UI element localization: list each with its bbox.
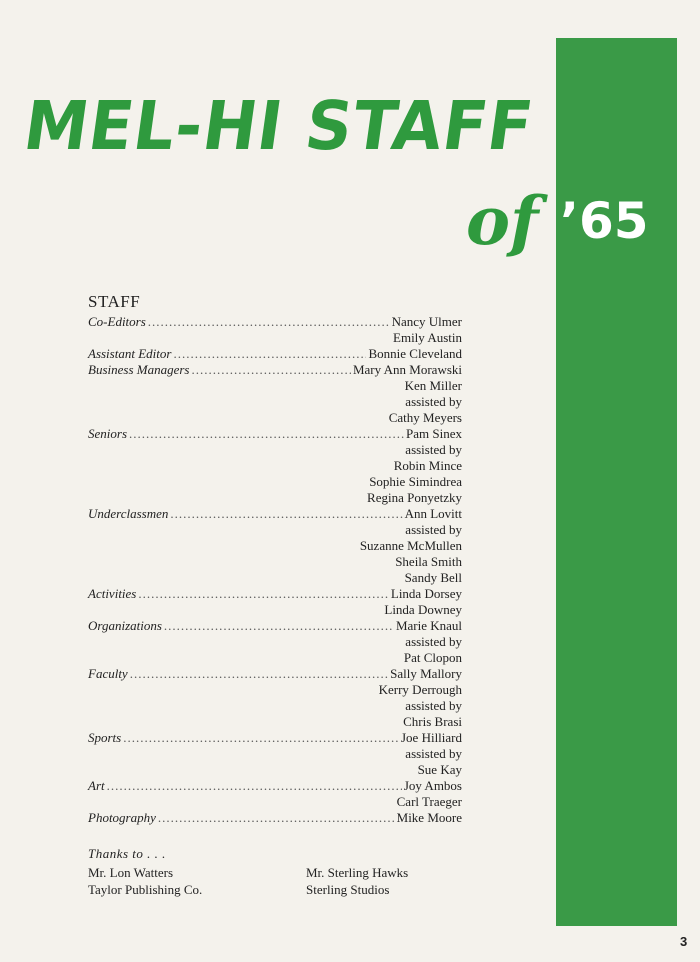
assisted-by-label: assisted by [405, 634, 462, 649]
staff-name: Carl Traeger [396, 794, 462, 809]
staff-name: Ann Lovitt [404, 506, 462, 521]
staff-entry [88, 426, 462, 506]
thanks-heading: Thanks to . . . [88, 846, 166, 861]
staff-entry [88, 618, 462, 666]
staff-role: Art [88, 778, 105, 793]
staff-name: Pat Clopon [403, 650, 462, 665]
dot-leader [158, 810, 395, 826]
thanks-right-column [306, 864, 408, 898]
staff-name: Cathy Meyers [388, 410, 462, 425]
staff-name: Nancy Ulmer [391, 314, 462, 329]
staff-entry-line [88, 618, 462, 634]
staff-entry [88, 778, 462, 810]
staff-name: Ken Miller [404, 378, 462, 393]
staff-role: Faculty [88, 666, 128, 681]
dot-leader [107, 778, 402, 794]
staff-name: Joe Hilliard [400, 730, 462, 745]
assisted-by-label: assisted by [405, 746, 462, 761]
staff-entry-line [88, 362, 462, 378]
staff-name: Sally Mallory [390, 666, 462, 681]
staff-name: Chris Brasi [403, 714, 462, 729]
staff-entry [88, 506, 462, 586]
staff-entry [88, 314, 462, 346]
assisted-by-label: assisted by [405, 442, 462, 457]
staff-name: Regina Ponyetzky [367, 490, 462, 505]
staff-entry [88, 586, 462, 618]
thanks-right-1: Mr. Sterling Hawks [306, 865, 409, 880]
staff-entry-line [88, 586, 462, 602]
staff-role: Activities [88, 586, 137, 601]
staff-role: Business Managers [88, 362, 190, 377]
staff-entry [88, 666, 462, 730]
staff-entry [88, 362, 462, 426]
staff-role: Co-Editors [88, 314, 146, 329]
dot-leader [129, 426, 404, 442]
dot-leader [148, 314, 390, 330]
dot-leader [191, 362, 350, 378]
assisted-by-label: assisted by [405, 698, 462, 713]
staff-entry-line [88, 810, 462, 826]
thanks-right-2: Sterling Studios [306, 882, 390, 897]
staff-name: Suzanne McMullen [359, 538, 462, 553]
staff-role: Underclassmen [88, 506, 169, 521]
staff-name: Linda Dorsey [390, 586, 462, 601]
green-band [556, 38, 677, 926]
staff-name: Sheila Smith [395, 554, 462, 569]
staff-entry-line [88, 426, 462, 442]
dot-leader [164, 618, 394, 634]
page-title: MEL-HI STAFF [19, 88, 539, 166]
staff-entry-line [88, 346, 462, 362]
staff-role: Seniors [88, 426, 127, 441]
page-number: 3 [680, 934, 688, 949]
dot-leader [130, 666, 388, 682]
dot-leader [123, 730, 399, 746]
staff-name: Sue Kay [417, 762, 462, 777]
staff-name: Mary Ann Morawski [352, 362, 462, 377]
staff-entry [88, 810, 462, 826]
title-of: of [466, 182, 539, 260]
staff-entry-line [88, 314, 462, 330]
staff-entry-line [88, 730, 462, 746]
staff-role: Sports [88, 730, 122, 745]
title-year: ’65 [560, 192, 649, 250]
staff-heading: STAFF [88, 292, 141, 311]
staff-name: Robin Mince [393, 458, 462, 473]
dot-leader [170, 506, 402, 522]
assisted-by-label: assisted by [405, 522, 462, 537]
thanks-left-2: Taylor Publishing Co. [88, 882, 203, 897]
staff-role: Photography [88, 810, 156, 825]
staff-entry [88, 346, 462, 362]
staff-name: Sandy Bell [404, 570, 462, 585]
staff-entry-line [88, 506, 462, 522]
staff-name: Sophie Simindrea [369, 474, 462, 489]
staff-name: Pam Sinex [406, 426, 462, 441]
thanks-left-1: Mr. Lon Watters [88, 865, 174, 880]
staff-name: Bonnie Cleveland [368, 346, 462, 361]
staff-name: Mike Moore [396, 810, 462, 825]
dot-leader [138, 586, 389, 602]
staff-name: Linda Downey [384, 602, 462, 617]
staff-name: Emily Austin [393, 330, 462, 345]
staff-entry-line [88, 666, 462, 682]
staff-name: Marie Knaul [395, 618, 462, 633]
assisted-by-label: assisted by [405, 394, 462, 409]
staff-entry [88, 730, 462, 778]
thanks-left-column [88, 864, 202, 898]
staff-role: Assistant Editor [88, 346, 172, 361]
staff-name: Joy Ambos [403, 778, 462, 793]
staff-role: Organizations [88, 618, 162, 633]
dot-leader [173, 346, 366, 362]
staff-entry-line [88, 778, 462, 794]
staff-roster [88, 314, 462, 826]
staff-name: Kerry Derrough [378, 682, 462, 697]
